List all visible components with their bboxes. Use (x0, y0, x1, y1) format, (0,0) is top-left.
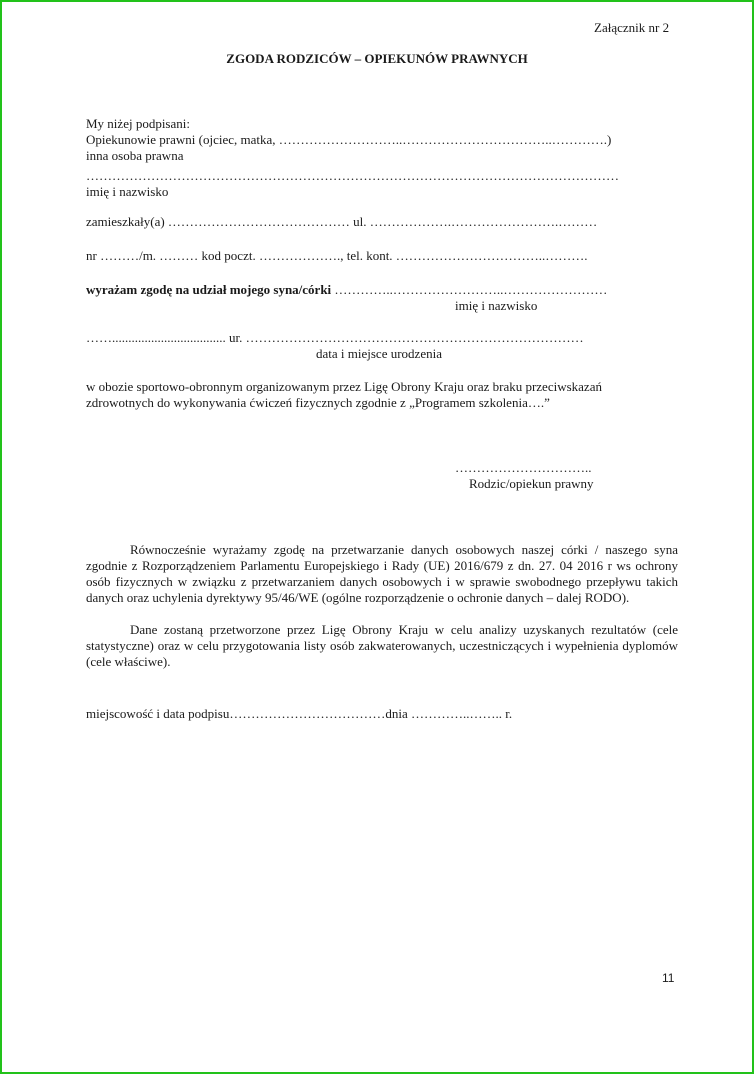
child-name-caption: imię i nazwisko (455, 298, 538, 313)
guardians-line: Opiekunowie prawni (ojciec, matka, ………………………..……………………………..………….) (86, 132, 612, 147)
rodo-paragraph-1: Równocześnie wyrażamy zgodę na przetwarzanie danych osobowych naszej córki / naszego syna zgodnie z Rozporządzeniem Parlamentu Europejskiego i Rady (UE) 2016/679 z dn. 27. 04 2016 r ws ochrony osób fizycznych w związku z przetwarzaniem danych osobowych i w sprawie swobodnego przepływu takich danych oraz uchylenia dyrektywy 95/46/WE (ogólne rozporządzenie o ochronie danych – dalej RODO). (86, 542, 678, 605)
camp-line-2: zdrowotnych do wykonywania ćwiczeń fizycznych zgodnie z „Programem szkolenia….” (86, 395, 550, 410)
signature-dots: ………………………….. (455, 460, 592, 475)
child-consent-label: wyrażam zgodę na udział mojego syna/córki (86, 282, 332, 297)
other-person-label: inna osoba prawna (86, 148, 184, 163)
camp-line-1: w obozie sportowo-obronnym organizowanym przez Ligę Obrony Kraju oraz braku przeciwskazań (86, 379, 602, 394)
child-consent-line (86, 282, 607, 298)
attachment-label: Załącznik nr 2 (594, 20, 670, 35)
name-caption: imię i nazwisko (86, 184, 169, 199)
place-date-line: miejscowość i data podpisu………………………………dnia …………..…….. r. (86, 706, 513, 721)
residence-line: zamieszkały(a) …………………………………… ul. ……………….…………………….……… (86, 214, 598, 229)
rodo-paragraph-2: Dane zostaną przetworzone przez Ligę Obrony Kraju w celu analizy uzyskanych rezultatów (cele statystyczne) oraz w celu przygotowania listy osób zakwaterowanych, uczestniczących i wypełnienia dyplomów (cele właściwe). (86, 622, 678, 669)
signature-label: Rodzic/opiekun prawny (469, 476, 594, 491)
document-title: ZGODA RODZICÓW – OPIEKUNÓW PRAWNYCH (226, 51, 528, 66)
birth-caption: data i miejsce urodzenia (316, 346, 442, 361)
name-dots-line: …………………………………………………………………………………………………………… (86, 168, 619, 183)
intro-signed: My niżej podpisani: (86, 116, 190, 131)
address-number-line: nr ………/m. ……… kod poczt. ………………., tel. kont. ……………………………..………. (86, 248, 588, 263)
birth-line: ……................................... ur. …………………………………………………………………… (86, 330, 584, 345)
child-consent-dots: …………..……………………..…………………… (334, 282, 608, 297)
page-number: 11 (662, 971, 675, 985)
